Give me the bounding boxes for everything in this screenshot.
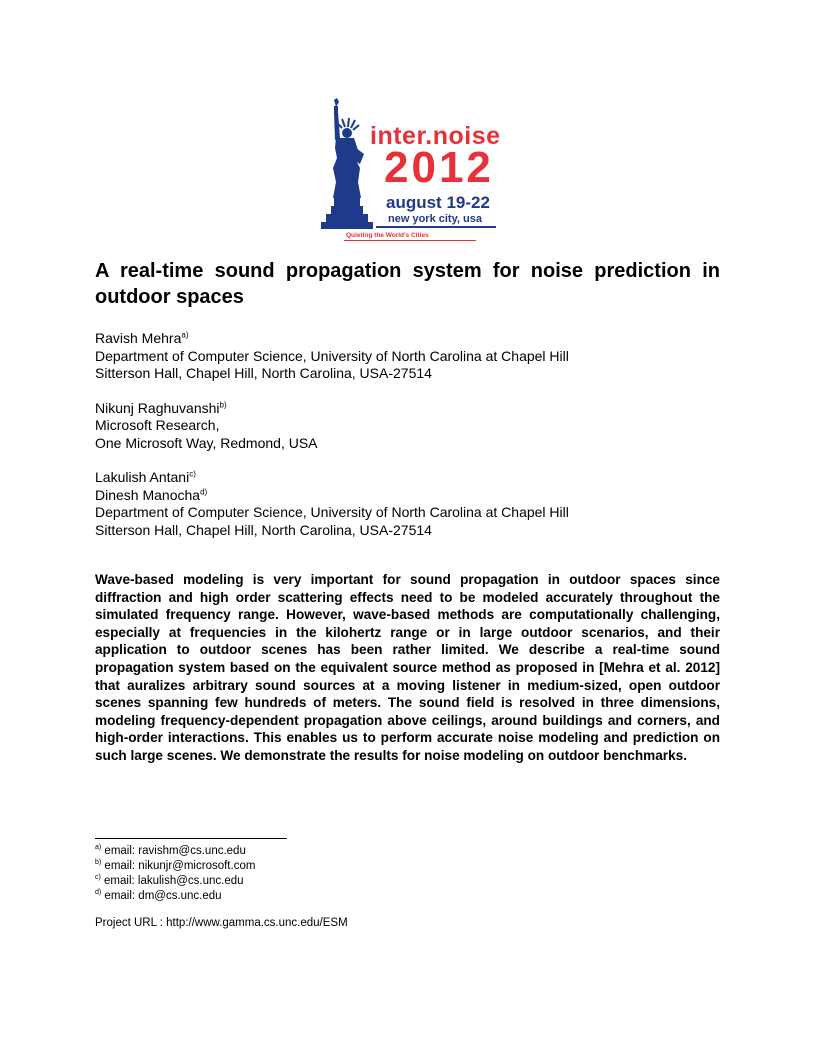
author-block-2 [95, 400, 735, 453]
abstract: Wave-based modeling is very important for sound propagation in outdoor spaces since diffraction and high order scattering effects need to be modeled accurately throughout the simulated frequency range. However, wave-based methods are computationally challenging, especially at frequencies in the kilohertz range or in large outdoor scenarios, and their application to outdoor scenes has been rather limited. We describe a real-time sound propagation system based on the equivalent source method as proposed in [Mehra et al. 2012] that auralizes arbitrary sound sources at a moving listener in medium-sized, open outdoor scenes spanning few hundreds of meters. The sound field is resolved in three dimensions, modeling frequency-dependent propagation above ceilings, around buildings and corners, and high-order interactions. This enables us to perform accurate noise modeling and prediction on such large scenes. We demonstrate the results for noise modeling on outdoor benchmarks. [95, 572, 720, 763]
conference-logo [318, 98, 508, 246]
affiliation-line: One Microsoft Way, Redmond, USA [95, 434, 318, 451]
author-block-1 [95, 330, 735, 383]
logo-year: 2012 [384, 143, 494, 192]
author-mark: c) [189, 469, 196, 479]
logo-location: new york city, usa [388, 213, 482, 225]
author-mark: d) [200, 486, 208, 496]
author-block-3 [95, 469, 735, 539]
author-name: Ravish Mehra$^{a)}$ [95, 330, 189, 346]
footnote: $^{b)}$ email: nikunjr@microsoft.com [95, 859, 256, 872]
paper-title: A real-time sound propagation system for noise prediction in outdoor spaces [95, 260, 720, 308]
affiliation-line: Microsoft Research, [95, 417, 220, 433]
affiliation-line: Sitterson Hall, Chapel Hill, North Carolina, USA-27514 [95, 521, 432, 538]
project-url: Project URL : http://www.gamma.cs.unc.edu/ESM [95, 917, 348, 929]
footnote: $^{d)}$ email: dm@cs.unc.edu [95, 889, 222, 902]
footnote-divider [95, 838, 287, 839]
logo-tagline: Quieting the World's Cities [346, 232, 429, 239]
footnote: $^{c)}$ email: lakulish@cs.unc.edu [95, 874, 244, 887]
author-mark: b) [219, 399, 227, 409]
author-mark: a) [181, 330, 189, 340]
author-name: Lakulish Antani$^{c)}$ [95, 469, 196, 485]
footnotes [95, 844, 255, 904]
footnote: $^{a)}$ email: ravishm@cs.unc.edu [95, 844, 246, 857]
author-name: Dinesh Manocha$^{d)}$ [95, 486, 208, 503]
logo-dates: august 19-22 [386, 193, 490, 212]
affiliation-line: Department of Computer Science, University of North Carolina at Chapel Hill [95, 347, 569, 364]
affiliation-line: Sitterson Hall, Chapel Hill, North Carolina, USA-27514 [95, 365, 432, 381]
author-name: Nikunj Raghuvanshi$^{b)}$ [95, 399, 227, 416]
affiliation-line: Department of Computer Science, University of North Carolina at Chapel Hill [95, 504, 569, 520]
author-list [95, 330, 735, 556]
logo-line-1: inter.noise [370, 122, 501, 150]
